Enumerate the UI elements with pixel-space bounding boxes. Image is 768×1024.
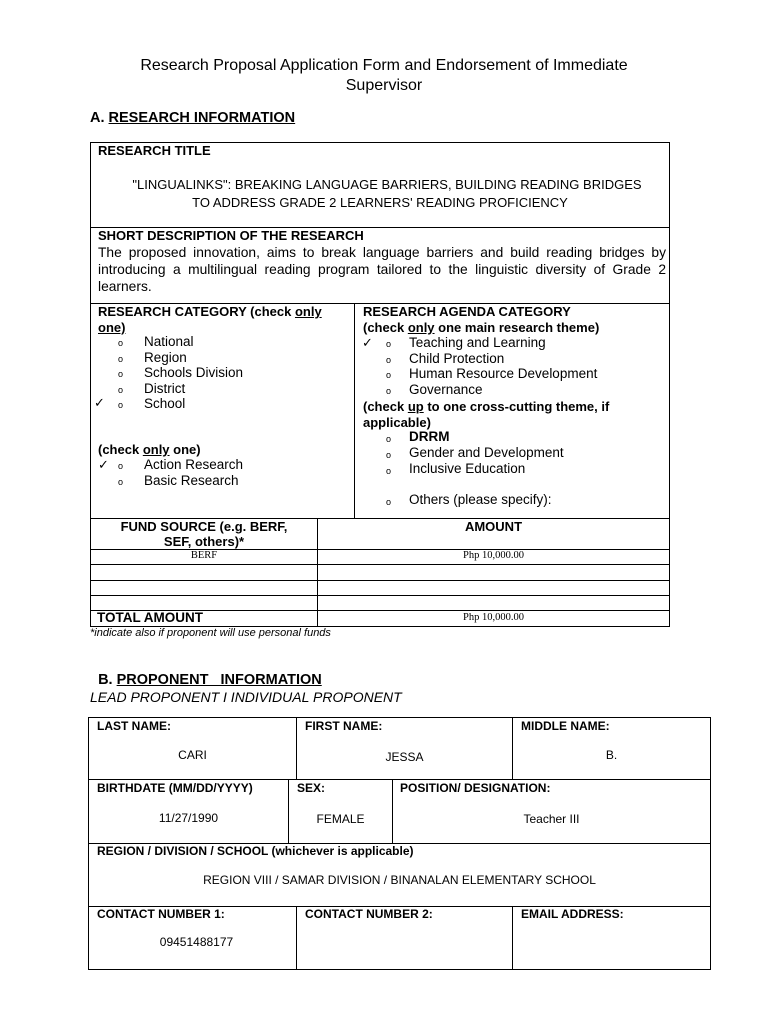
fund-note: *indicate also if proponent will use personal funds: [90, 627, 331, 639]
bullet-icon: o: [386, 434, 392, 444]
category-option-school[interactable]: ✓ o School: [94, 395, 186, 411]
bullet-icon: o: [118, 400, 124, 410]
fund-amount-header: AMOUNT: [464, 519, 523, 534]
agenda-cross-options: [356, 429, 668, 477]
region-label: REGION / DIVISION / SCHOOL (whichever is applicable): [97, 844, 414, 858]
contact-number-2-label: CONTACT NUMBER 2:: [305, 907, 433, 921]
last-name-label: LAST NAME:: [97, 719, 171, 733]
type-option-basic-research[interactable]: o Basic Research: [118, 472, 239, 488]
birthdate-label: BIRTHDATE (MM/DD/YYYY): [97, 781, 253, 795]
bullet-icon: o: [386, 339, 392, 349]
email-address-label: EMAIL ADDRESS:: [521, 907, 624, 921]
first-name-label: FIRST NAME:: [305, 719, 383, 733]
checkmark-icon: ✓: [98, 457, 109, 472]
total-amount-value: Php 10,000.00: [463, 612, 524, 623]
bullet-icon: o: [386, 450, 392, 460]
short-description-text: The proposed innovation, aims to break language barriers and build reading bridges by introducing a multilingual reading program tailored to the linguistic diversity of Grade 2 learners.: [98, 245, 666, 294]
bullet-icon: o: [118, 476, 124, 487]
agenda-option-human-resource-development[interactable]: o Human Resource Development: [386, 366, 598, 381]
section-b-title: PROPONENT INFORMATION: [116, 672, 322, 688]
fund-row-source: BERF: [190, 550, 218, 561]
section-a-title: RESEARCH INFORMATION: [108, 110, 296, 126]
bullet-icon: o: [118, 338, 124, 348]
birthdate-value[interactable]: 11/27/1990: [158, 811, 219, 825]
category-option-district[interactable]: o District: [118, 380, 186, 396]
research-type-label: (check only one): [98, 442, 201, 457]
last-name-value[interactable]: CARI: [178, 748, 207, 762]
total-amount-label: TOTAL AMOUNT: [97, 610, 203, 625]
bullet-icon: o: [118, 369, 124, 379]
research-title-value: [92, 176, 668, 212]
position-value[interactable]: Teacher III: [523, 812, 580, 826]
bullet-icon: o: [118, 461, 124, 471]
bullet-icon: o: [386, 385, 392, 396]
section-b-heading: [90, 656, 322, 688]
agenda-option-teaching-and-learning[interactable]: ✓ o Teaching and Learning: [362, 335, 546, 350]
contact-number-1-value[interactable]: 09451488177: [159, 935, 234, 949]
bullet-icon: o: [118, 384, 124, 395]
section-a-prefix: A.: [90, 110, 105, 126]
agenda-option-governance[interactable]: o Governance: [386, 381, 483, 397]
category-option-national[interactable]: o National: [118, 334, 194, 349]
agenda-option-inclusive-education[interactable]: o Inclusive Education: [386, 461, 526, 476]
sex-value[interactable]: FEMALE: [316, 812, 365, 826]
agenda-main-theme-label: (check only one main research theme): [363, 320, 600, 335]
fund-row-amount: Php 10,000.00: [463, 550, 524, 561]
region-value[interactable]: REGION VIII / SAMAR DIVISION / BINANALAN ELEMENTARY SCHOOL: [203, 873, 596, 887]
agenda-option-others[interactable]: o Others (please specify):: [386, 492, 552, 507]
category-option-schools-division[interactable]: o Schools Division: [118, 365, 244, 380]
bullet-icon: o: [386, 354, 392, 365]
agenda-option-gender-and-development[interactable]: o Gender and Development: [386, 445, 564, 460]
lead-proponent-subheading: LEAD PROPONENT I INDIVIDUAL PROPONENT: [90, 689, 402, 705]
research-title-line1: "LINGUALINKS": BREAKING LANGUAGE BARRIERS, BUILDING READING BRIDGES: [132, 177, 642, 192]
agenda-option-drrm[interactable]: o DRRM: [386, 429, 450, 444]
bullet-icon: o: [386, 466, 392, 476]
research-title-label: RESEARCH TITLE: [98, 143, 211, 158]
research-title-line2: TO ADDRESS GRADE 2 LEARNERS' READING PROFICIENCY: [192, 195, 568, 210]
section-b-prefix: B.: [98, 672, 113, 688]
type-option-action-research[interactable]: ✓ o Action Research: [98, 457, 244, 472]
agenda-cross-cutting-label: (check up to one cross-cutting theme, if applicable): [363, 399, 610, 430]
section-a-heading: [90, 110, 295, 126]
bullet-icon: o: [118, 353, 124, 364]
sex-label: SEX:: [297, 781, 326, 795]
research-category-label: RESEARCH CATEGORY (check only one): [98, 304, 322, 335]
bullet-icon: o: [386, 370, 392, 380]
form-title-line2: Supervisor: [345, 77, 423, 94]
checkmark-icon: ✓: [362, 335, 373, 350]
short-description-label: SHORT DESCRIPTION OF THE RESEARCH: [98, 228, 364, 243]
research-type-options: [92, 457, 348, 488]
checkmark-icon: ✓: [94, 395, 105, 410]
form-title-line1: Research Proposal Application Form and Endorsement of Immediate: [140, 57, 628, 74]
research-agenda-label: RESEARCH AGENDA CATEGORY: [363, 304, 571, 319]
bullet-icon: o: [386, 497, 392, 507]
category-option-region[interactable]: o Region: [118, 349, 187, 365]
research-category-options: [92, 334, 348, 412]
fund-source-header: FUND SOURCE (e.g. BERF, SEF, others)*: [120, 519, 288, 549]
first-name-value[interactable]: JESSA: [385, 750, 424, 764]
middle-name-label: MIDDLE NAME:: [521, 719, 610, 733]
agenda-option-child-protection[interactable]: o Child Protection: [386, 350, 505, 366]
middle-name-value[interactable]: B.: [605, 748, 618, 762]
position-label: POSITION/ DESIGNATION:: [400, 781, 551, 795]
contact-number-1-label: CONTACT NUMBER 1:: [97, 907, 225, 921]
agenda-main-options: [356, 335, 668, 397]
form-title: [0, 56, 768, 96]
